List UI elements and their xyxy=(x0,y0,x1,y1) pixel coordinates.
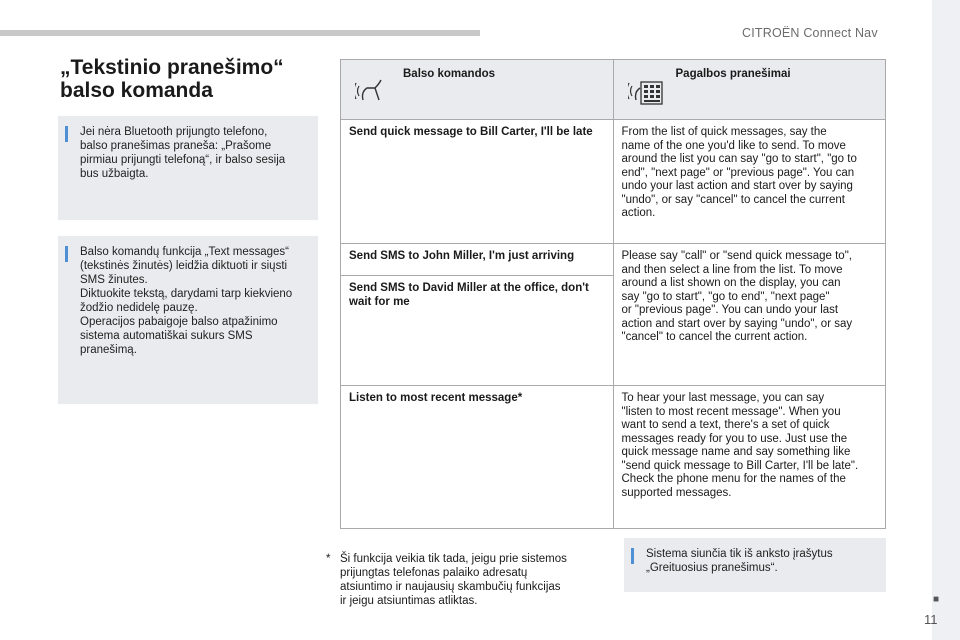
info-box-bluetooth xyxy=(58,116,318,220)
voice-help-keypad-icon xyxy=(628,76,664,106)
header-label: Pagalbos pranešimai xyxy=(675,68,791,80)
help-cell: From the list of quick messages, say the name of the one you'd like to send. To move around the list you can say "go to start", "go to end", "next page" or "previous page". You can undo your last action and start over by saying "undo", or say "cancel" to cancel the current action. xyxy=(613,120,886,244)
header-rule xyxy=(0,30,480,36)
footnote-text: Ši funkcija veikia tik tada, jeigu prie sistemos prijungtas telefonas palaiko adresatų atsiuntimo ir naujausių skambučių funkcijas ir jeigu atsiuntimas atliktas. xyxy=(340,553,567,607)
command-cell: Send quick message to Bill Carter, I'll be late xyxy=(341,120,614,244)
info-box-text-messages xyxy=(58,236,318,404)
side-strip xyxy=(932,0,960,640)
info-text: Balso komandų funkcija „Text messages“ (tekstinės žinutės) leidžia diktuoti ir siųsti SMS žinutes. Diktuokite tekstą, darydami tarp kiekvieno žodžio nedidelę pauzę. Operacijos pabaigoje balso atpažinimo sistema automatiškai sukurs SMS pranešimą. xyxy=(80,246,293,356)
help-cell: To hear your last message, you can say "listen to most recent message". When you want to send a text, there's a set of quick messages ready for you to use. Just use the quick message name and say something like "send quick message to Bill Carter, I'll be late". Check the phone menu for the names of the supported messages. xyxy=(613,386,886,529)
command-cell: Listen to most recent message* xyxy=(341,386,614,529)
table-row xyxy=(341,386,886,529)
page-marker: ■ xyxy=(933,594,940,605)
info-icon xyxy=(65,126,68,142)
info-icon xyxy=(65,246,68,262)
help-cell: Please say "call" or "send quick message to", and then select a line from the list. To move around a list shown on the display, you can say "go to start", "go to end", "next page" or "previous page". You can undo your last action and start over by saying "undo", or say "cancel" to cancel the current action. xyxy=(613,244,886,386)
command-cell: Send SMS to David Miller at the office, don't wait for me xyxy=(341,276,614,386)
header-label: Balso komandos xyxy=(403,68,496,80)
brand-label: CITROËN Connect Nav xyxy=(742,26,878,40)
page-number: 11 xyxy=(924,612,938,627)
voice-command-icon xyxy=(355,76,391,106)
info-text: Sistema siunčia tik iš anksto įrašytus „Greituosius pranešimus“. xyxy=(646,548,833,574)
footnote-mark: * xyxy=(326,553,331,565)
table-row xyxy=(341,120,886,244)
info-box-quick-messages xyxy=(624,538,886,592)
header-voice-commands xyxy=(341,60,614,120)
page-title: „Tekstinio pranešimo“ balso komanda xyxy=(60,56,284,102)
info-text: Jei nėra Bluetooth prijungto telefono, balso pranešimas praneša: „Prašome pirmiau prijungti telefoną“, ir balso sesija bus užbaigta. xyxy=(80,126,286,180)
table-header-row xyxy=(341,60,886,120)
voice-command-table xyxy=(340,59,886,529)
table-row xyxy=(341,244,886,276)
command-cell: Send SMS to John Miller, I'm just arriving xyxy=(341,244,614,276)
info-icon xyxy=(631,548,634,564)
header-help-messages xyxy=(613,60,886,120)
